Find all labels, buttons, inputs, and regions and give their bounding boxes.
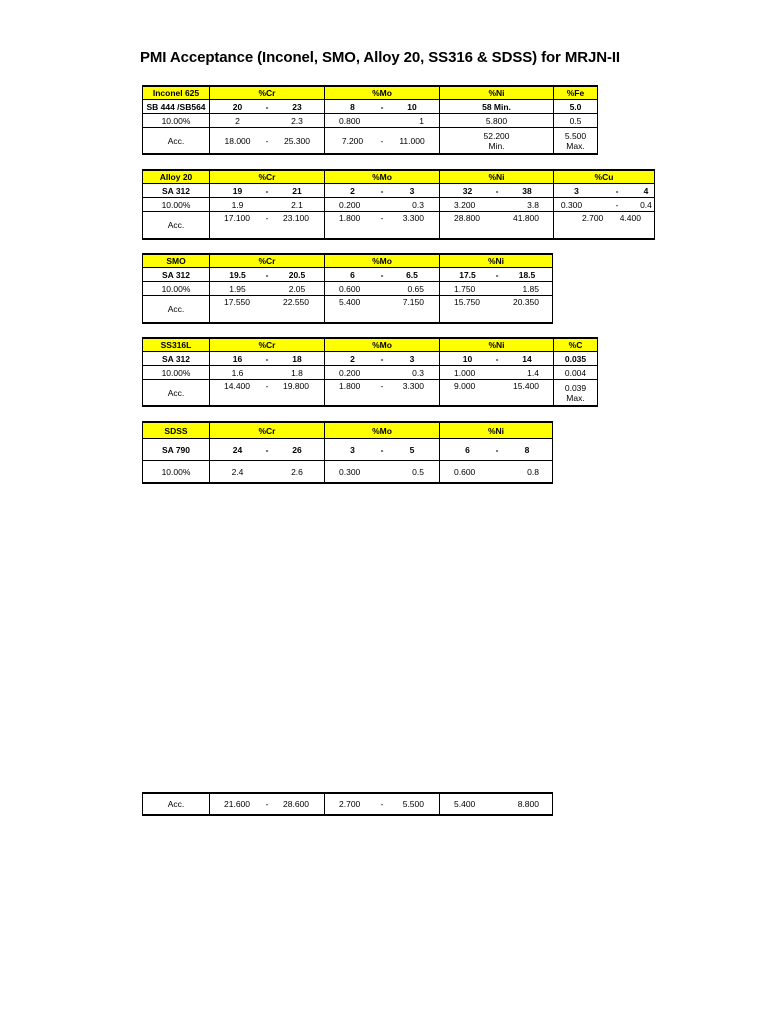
tolerance-cu: 0.300 - 0.4 bbox=[553, 197, 655, 211]
tolerance-mo: 0.300 0.5 bbox=[324, 460, 439, 484]
acceptance-c: 0.039 Max. bbox=[553, 379, 598, 407]
column-header-cr: %Cr bbox=[209, 253, 324, 267]
column-header-ni: %Ni bbox=[439, 85, 553, 99]
tolerance-mo: 0.800 1 bbox=[324, 113, 439, 127]
tolerance-c: 0.004 bbox=[553, 365, 598, 379]
tolerance-label: 10.00% bbox=[142, 113, 209, 127]
table-header-material: Inconel 625 bbox=[142, 85, 209, 99]
tolerance-mo: 0.200 0.3 bbox=[324, 197, 439, 211]
acceptance-cr: 21.600 - 28.600 bbox=[209, 792, 324, 816]
spec-mo: 3 - 5 bbox=[324, 438, 439, 460]
tolerance-label: 10.00% bbox=[142, 460, 209, 484]
sdss-table bbox=[142, 421, 553, 484]
column-header-cr: %Cr bbox=[209, 337, 324, 351]
spec-mo: 2 - 3 bbox=[324, 183, 439, 197]
spec-cr: 20 - 23 bbox=[209, 99, 324, 113]
acceptance-ni: 52.200 Min. bbox=[439, 127, 553, 155]
spec-label: SB 444 /SB564 bbox=[142, 99, 209, 113]
spec-label: SA 790 bbox=[142, 438, 209, 460]
tolerance-label: 10.00% bbox=[142, 197, 209, 211]
acceptance-label: Acc. bbox=[142, 379, 209, 407]
table-header-material: SS316L bbox=[142, 337, 209, 351]
spec-fe: 5.0 bbox=[553, 99, 598, 113]
tolerance-ni: 0.600 0.8 bbox=[439, 460, 553, 484]
tolerance-mo: 0.200 0.3 bbox=[324, 365, 439, 379]
spec-cr: 16 - 18 bbox=[209, 351, 324, 365]
tolerance-ni: 5.800 bbox=[439, 113, 553, 127]
spec-label: SA 312 bbox=[142, 351, 209, 365]
acceptance-label: Acc. bbox=[142, 792, 209, 816]
tolerance-label: 10.00% bbox=[142, 365, 209, 379]
column-header-ni: %Ni bbox=[439, 169, 553, 183]
acceptance-cr: 17.100 - 23.100 bbox=[209, 211, 324, 240]
page-title: PMI Acceptance (Inconel, SMO, Alloy 20, SS316 & SDSS) for MRJN-II bbox=[139, 49, 620, 66]
tolerance-cr: 2.4 2.6 bbox=[209, 460, 324, 484]
tolerance-cr: 1.9 2.1 bbox=[209, 197, 324, 211]
acceptance-label: Acc. bbox=[142, 211, 209, 240]
acceptance-ni: 5.400 8.800 bbox=[439, 792, 553, 816]
acceptance-ni: 9.000 15.400 bbox=[439, 379, 553, 407]
tolerance-ni: 1.750 1.85 bbox=[439, 281, 553, 295]
tolerance-ni: 1.000 1.4 bbox=[439, 365, 553, 379]
acceptance-cr: 18.000 - 25.300 bbox=[209, 127, 324, 155]
tolerance-label: 10.00% bbox=[142, 281, 209, 295]
acceptance-cu: 2.700 4.400 bbox=[553, 211, 655, 240]
column-header-ni: %Ni bbox=[439, 421, 553, 438]
column-header-ni: %Ni bbox=[439, 337, 553, 351]
acceptance-mo: 1.800 - 3.300 bbox=[324, 211, 439, 240]
column-header-mo: %Mo bbox=[324, 85, 439, 99]
acceptance-mo: 7.200 - 11.000 bbox=[324, 127, 439, 155]
spec-ni: 6 - 8 bbox=[439, 438, 553, 460]
ss316l-table bbox=[142, 337, 598, 407]
acceptance-label: Acc. bbox=[142, 127, 209, 155]
spec-label: SA 312 bbox=[142, 267, 209, 281]
spec-label: SA 312 bbox=[142, 183, 209, 197]
spec-ni: 17.5 - 18.5 bbox=[439, 267, 553, 281]
tolerance-fe: 0.5 bbox=[553, 113, 598, 127]
column-header-mo: %Mo bbox=[324, 421, 439, 438]
spec-cr: 19.5 - 20.5 bbox=[209, 267, 324, 281]
acceptance-cr: 17.550 22.550 bbox=[209, 295, 324, 324]
sdss-acceptance-row bbox=[142, 792, 553, 816]
column-header-mo: %Mo bbox=[324, 169, 439, 183]
table-header-material: Alloy 20 bbox=[142, 169, 209, 183]
column-header-fe: %Fe bbox=[553, 85, 598, 99]
acceptance-ni: 15.750 20.350 bbox=[439, 295, 553, 324]
acceptance-mo: 5.400 7.150 bbox=[324, 295, 439, 324]
column-header-cr: %Cr bbox=[209, 421, 324, 438]
spec-mo: 8 - 10 bbox=[324, 99, 439, 113]
column-header-c: %C bbox=[553, 337, 598, 351]
table-header-material: SMO bbox=[142, 253, 209, 267]
tolerance-cr: 2 2.3 bbox=[209, 113, 324, 127]
spec-c: 0.035 bbox=[553, 351, 598, 365]
spec-ni: 58 Min. bbox=[439, 99, 553, 113]
column-header-cr: %Cr bbox=[209, 169, 324, 183]
spec-ni: 10 - 14 bbox=[439, 351, 553, 365]
acceptance-ni: 28.800 41.800 bbox=[439, 211, 553, 240]
tolerance-ni: 3.200 3.8 bbox=[439, 197, 553, 211]
column-header-cu: %Cu bbox=[553, 169, 655, 183]
spec-ni: 32 - 38 bbox=[439, 183, 553, 197]
column-header-cr: %Cr bbox=[209, 85, 324, 99]
column-header-mo: %Mo bbox=[324, 337, 439, 351]
spec-cr: 19 - 21 bbox=[209, 183, 324, 197]
acceptance-cr: 14.400 - 19.800 bbox=[209, 379, 324, 407]
spec-mo: 2 - 3 bbox=[324, 351, 439, 365]
tolerance-cr: 1.6 1.8 bbox=[209, 365, 324, 379]
column-header-mo: %Mo bbox=[324, 253, 439, 267]
tolerance-cr: 1.95 2.05 bbox=[209, 281, 324, 295]
acceptance-mo: 1.800 - 3.300 bbox=[324, 379, 439, 407]
smo-table bbox=[142, 253, 553, 324]
alloy-20-table bbox=[142, 169, 655, 240]
column-header-ni: %Ni bbox=[439, 253, 553, 267]
acceptance-fe: 5.500 Max. bbox=[553, 127, 598, 155]
acceptance-mo: 2.700 - 5.500 bbox=[324, 792, 439, 816]
spec-mo: 6 - 6.5 bbox=[324, 267, 439, 281]
tolerance-mo: 0.600 0.65 bbox=[324, 281, 439, 295]
table-header-material: SDSS bbox=[142, 421, 209, 438]
spec-cr: 24 - 26 bbox=[209, 438, 324, 460]
acceptance-label: Acc. bbox=[142, 295, 209, 324]
inconel-625-table bbox=[142, 85, 598, 155]
spec-cu: 3 - 4 bbox=[553, 183, 655, 197]
